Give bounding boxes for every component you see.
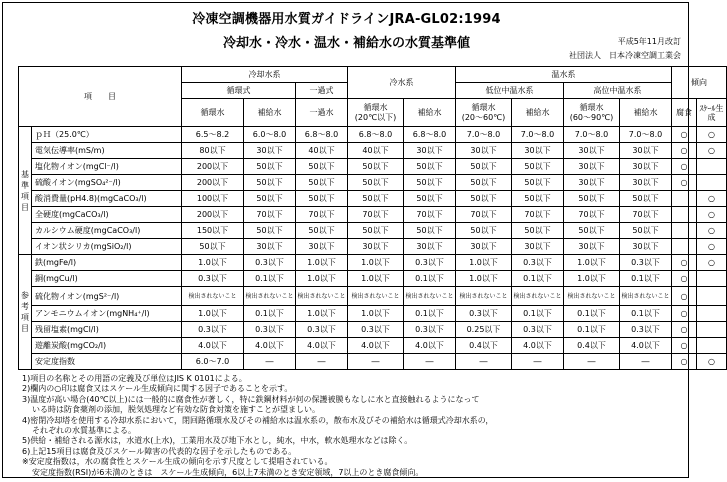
value-cell: 検出されないこと — [456, 287, 512, 306]
value-cell: 1.0以下 — [296, 255, 348, 271]
value-cell: 4.0以下 — [182, 338, 244, 354]
value-cell: 0.3以下 — [512, 322, 564, 338]
table-row — [19, 159, 727, 175]
scale-mark — [697, 322, 727, 338]
value-cell: 50以下 — [404, 191, 456, 207]
value-cell: 50以下 — [512, 191, 564, 207]
value-cell: 1.0以下 — [348, 306, 404, 322]
scale-mark: ○ — [697, 143, 727, 159]
value-cell: 1.0以下 — [456, 271, 512, 287]
value-cell: 50以下 — [456, 191, 512, 207]
value-cell: 30以下 — [512, 239, 564, 255]
value-cell: 50以下 — [296, 175, 348, 191]
value-cell: ― — [244, 354, 296, 370]
header-circulating: 循環式 — [182, 83, 296, 99]
value-cell: ― — [564, 354, 620, 370]
value-cell: 検出されないこと — [182, 287, 244, 306]
value-cell: 100以下 — [182, 191, 244, 207]
row-item-name: 酸消費量(pH4.8)(mgCaCO₃/l) — [32, 191, 182, 207]
note-3-cont: いる時は防食薬剤の添加，脱気処理など有効な防食対策を施すことが望ましい。 — [32, 405, 320, 415]
corrosion-mark: ○ — [672, 306, 697, 322]
value-cell: 検出されないこと — [296, 287, 348, 306]
header-hot-system: 温水系 — [456, 67, 672, 83]
value-cell: 0.3以下 — [404, 255, 456, 271]
scale-mark: ○ — [697, 223, 727, 239]
value-cell: 50以下 — [348, 159, 404, 175]
value-cell: 30以下 — [244, 143, 296, 159]
value-cell: 0.3以下 — [244, 255, 296, 271]
value-cell: 検出されないこと — [404, 287, 456, 306]
scale-mark — [697, 175, 727, 191]
row-item-name: 銅(mgCu/l) — [32, 271, 182, 287]
value-cell: 1.0以下 — [564, 271, 620, 287]
header-chilled-system: 冷水系 — [348, 67, 456, 99]
header-circ-water: 循環水 — [182, 99, 244, 127]
value-cell: 検出されないこと — [620, 287, 672, 306]
value-cell: 1.0以下 — [296, 271, 348, 287]
corrosion-mark: ○ — [672, 354, 697, 370]
water-quality-table — [18, 66, 727, 370]
value-cell: 1.0以下 — [182, 255, 244, 271]
value-cell: 50以下 — [404, 223, 456, 239]
value-cell: 30以下 — [564, 175, 620, 191]
corrosion-mark: ○ — [672, 287, 697, 306]
corrosion-mark — [672, 207, 697, 223]
corrosion-mark — [672, 191, 697, 207]
value-cell: 6.8～8.0 — [296, 127, 348, 143]
value-cell: 50以下 — [296, 191, 348, 207]
table-row — [19, 223, 727, 239]
value-cell: 40以下 — [296, 143, 348, 159]
value-cell: 70以下 — [456, 207, 512, 223]
value-cell: 4.0以下 — [348, 338, 404, 354]
header-low-circ: 循環水 (20～60℃) — [456, 99, 512, 127]
row-item-name: 硫酸イオン(mgSO₄²⁻/l) — [32, 175, 182, 191]
value-cell: 6.5～8.2 — [182, 127, 244, 143]
scale-mark: ○ — [697, 239, 727, 255]
scale-mark — [697, 271, 727, 287]
corrosion-mark: ○ — [672, 322, 697, 338]
value-cell: 30以下 — [244, 239, 296, 255]
value-cell: 1.0以下 — [564, 255, 620, 271]
value-cell: 0.3以下 — [182, 271, 244, 287]
corrosion-mark — [672, 239, 697, 255]
value-cell: 80以下 — [182, 143, 244, 159]
table-row — [19, 287, 727, 306]
value-cell: 50以下 — [244, 175, 296, 191]
corrosion-mark — [672, 223, 697, 239]
value-cell: 0.1以下 — [244, 271, 296, 287]
value-cell: 30以下 — [620, 159, 672, 175]
value-cell: ― — [296, 354, 348, 370]
value-cell: 0.3以下 — [404, 322, 456, 338]
value-cell: 0.1以下 — [512, 271, 564, 287]
value-cell: 40以下 — [348, 143, 404, 159]
corrosion-mark: ○ — [672, 159, 697, 175]
revision-date: 平成5年11月改訂 — [617, 37, 681, 46]
value-cell: 検出されないこと — [564, 287, 620, 306]
value-cell: 4.0以下 — [512, 338, 564, 354]
note-5: 5)供給・補給される源水は，水道水(上水)，工業用水及び地下水とし，純水，中水，軟水処理水などは除く。 — [22, 436, 413, 446]
value-cell: 30以下 — [564, 239, 620, 255]
value-cell: 50以下 — [348, 175, 404, 191]
note-4-cont: それぞれの水質基準による。 — [32, 426, 136, 436]
table-row — [19, 239, 727, 255]
note-stability: ※安定度指数は，水の腐食性とスケール生成の傾向を示す尺度として提唱されている。 — [22, 457, 333, 467]
value-cell: 30以下 — [512, 143, 564, 159]
value-cell: 50以下 — [512, 175, 564, 191]
table-row — [19, 354, 727, 370]
value-cell: 0.1以下 — [564, 322, 620, 338]
value-cell: 30以下 — [564, 143, 620, 159]
scale-mark: ○ — [697, 127, 727, 143]
table-row — [19, 191, 727, 207]
value-cell: 0.3以下 — [182, 322, 244, 338]
value-cell: 0.1以下 — [564, 306, 620, 322]
value-cell: 50以下 — [296, 223, 348, 239]
table-row — [19, 175, 727, 191]
value-cell: 1.0以下 — [348, 255, 404, 271]
corrosion-mark: ○ — [672, 127, 697, 143]
scale-mark — [697, 306, 727, 322]
value-cell: 200以下 — [182, 175, 244, 191]
value-cell: ― — [404, 354, 456, 370]
value-cell: 0.3以下 — [620, 322, 672, 338]
scale-mark: ○ — [697, 354, 727, 370]
row-item-name: カルシウム硬度(mgCaCO₃/l) — [32, 223, 182, 239]
header-tendency: 傾向 — [672, 67, 727, 99]
row-item-name: ｐＨ（25.0℃） — [32, 127, 182, 143]
value-cell: 50以下 — [404, 175, 456, 191]
scale-mark — [697, 338, 727, 354]
value-cell: 200以下 — [182, 207, 244, 223]
value-cell: 0.3以下 — [512, 255, 564, 271]
value-cell: 30以下 — [348, 239, 404, 255]
row-item-name: 遊離炭酸(mgCO₂/l) — [32, 338, 182, 354]
value-cell: 50以下 — [296, 159, 348, 175]
value-cell: 50以下 — [564, 191, 620, 207]
header-cooling-system: 冷却水系 — [182, 67, 348, 83]
corrosion-mark: ○ — [672, 271, 697, 287]
value-cell: 6.8～8.0 — [348, 127, 404, 143]
row-item-name: 鉄(mgFe/l) — [32, 255, 182, 271]
value-cell: 30以下 — [404, 143, 456, 159]
header-chilled-circ: 循環水 (20℃以下) — [348, 99, 404, 127]
value-cell: 0.4以下 — [456, 338, 512, 354]
value-cell: 200以下 — [182, 159, 244, 175]
value-cell: 30以下 — [620, 143, 672, 159]
row-item-name: イオン状シリカ(mgSiO₂/l) — [32, 239, 182, 255]
organization-name: 社団法人 日本冷凍空調工業会 — [569, 51, 681, 60]
note-2: 2)欄内の○印は腐食又はスケール生成傾向に関する因子であることを示す。 — [22, 384, 293, 394]
header-item: 項 目 — [19, 67, 182, 127]
header-low-makeup: 補給水 — [512, 99, 564, 127]
value-cell: ― — [456, 354, 512, 370]
corrosion-mark: ○ — [672, 175, 697, 191]
value-cell: 50以下 — [244, 191, 296, 207]
note-4: 4)密閉冷却塔を使用する冷却水系において，閉回路循環水及びその補給水は温水系の，散布水及びその補給水は循環式冷却水系の， — [22, 415, 494, 425]
table-row — [19, 322, 727, 338]
row-item-name: 残留塩素(mgCl/l) — [32, 322, 182, 338]
value-cell: 4.0以下 — [296, 338, 348, 354]
row-item-name: 全硬度(mgCaCO₃/l) — [32, 207, 182, 223]
value-cell: 70以下 — [564, 207, 620, 223]
value-cell: 50以下 — [456, 159, 512, 175]
value-cell: 7.0～8.0 — [456, 127, 512, 143]
value-cell: 0.3以下 — [348, 322, 404, 338]
table-row — [19, 306, 727, 322]
value-cell: 50以下 — [620, 223, 672, 239]
table-row — [19, 338, 727, 354]
value-cell: 0.3以下 — [456, 306, 512, 322]
value-cell: 30以下 — [564, 159, 620, 175]
value-cell: 30以下 — [620, 175, 672, 191]
value-cell: 70以下 — [620, 207, 672, 223]
value-cell: 50以下 — [244, 159, 296, 175]
header-once-water: 一過水 — [296, 99, 348, 127]
value-cell: ― — [348, 354, 404, 370]
category-reference: 参 考 項 目 — [19, 255, 32, 370]
value-cell: 70以下 — [348, 207, 404, 223]
scale-mark — [697, 287, 727, 306]
scale-mark: ○ — [697, 255, 727, 271]
header-high-makeup: 補給水 — [620, 99, 672, 127]
value-cell: 70以下 — [404, 207, 456, 223]
document-subtitle: 冷却水・冷水・温水・補給水の水質基準値 — [222, 36, 470, 51]
value-cell: 50以下 — [244, 223, 296, 239]
value-cell: 4.0以下 — [404, 338, 456, 354]
header-high-hot: 高位中温水系 — [564, 83, 672, 99]
header-low-hot: 低位中温水系 — [456, 83, 564, 99]
scale-mark: ○ — [697, 207, 727, 223]
table-row — [19, 127, 727, 143]
value-cell: 0.4以下 — [564, 338, 620, 354]
value-cell: 0.3以下 — [296, 322, 348, 338]
value-cell: 70以下 — [244, 207, 296, 223]
value-cell: 0.1以下 — [404, 306, 456, 322]
value-cell: 50以下 — [348, 191, 404, 207]
header-chilled-makeup: 補給水 — [404, 99, 456, 127]
category-standard: 基 準 項 目 — [19, 127, 32, 255]
note-3: 3)温度が高い場合(40℃以上)には一般的に腐食性が著しく，特に鉄鋼材料が何の保護被膜もなしに水と直接触れるようになって — [22, 394, 480, 404]
document-title: 冷凍空調機器用水質ガイドラインJRA-GL02:1994 — [192, 12, 501, 27]
value-cell: 30以下 — [456, 143, 512, 159]
row-item-name: 硫化物イオン(mgS²⁻/l) — [32, 287, 182, 306]
scale-mark: ○ — [697, 191, 727, 207]
table-row — [19, 255, 727, 271]
value-cell: 50以下 — [182, 239, 244, 255]
table-row — [19, 143, 727, 159]
value-cell: 0.1以下 — [620, 306, 672, 322]
header-once-through: 一過式 — [296, 83, 348, 99]
table-row — [19, 207, 727, 223]
header-makeup-water: 補給水 — [244, 99, 296, 127]
value-cell: 1.0以下 — [182, 306, 244, 322]
scale-mark — [697, 159, 727, 175]
row-item-name: 安定度指数 — [32, 354, 182, 370]
value-cell: 6.0～8.0 — [244, 127, 296, 143]
value-cell: 7.0～8.0 — [564, 127, 620, 143]
value-cell: 検出されないこと — [244, 287, 296, 306]
value-cell: 7.0～8.0 — [512, 127, 564, 143]
note-6: 6)上記15項目は腐食及びスケール障害の代表的な因子を示したものである。 — [22, 446, 297, 456]
corrosion-mark: ○ — [672, 338, 697, 354]
value-cell: 30以下 — [296, 239, 348, 255]
value-cell: 1.0以下 — [456, 255, 512, 271]
corrosion-mark: ○ — [672, 255, 697, 271]
value-cell: 30以下 — [620, 239, 672, 255]
note-stability-cont: 安定度指数(RSI)が6未満のときは スケール生成傾向，6以上7未満のとき安定領域，7以上のとき腐食傾向。 — [32, 467, 424, 477]
value-cell: 50以下 — [404, 159, 456, 175]
value-cell: 50以下 — [456, 223, 512, 239]
value-cell: 1.0以下 — [296, 306, 348, 322]
value-cell: 1.0以下 — [348, 271, 404, 287]
value-cell: 0.1以下 — [512, 306, 564, 322]
value-cell: 0.1以下 — [620, 271, 672, 287]
value-cell: 70以下 — [512, 207, 564, 223]
row-item-name: 塩化物イオン(mgCl⁻/l) — [32, 159, 182, 175]
row-item-name: アンモニウムイオン(mgNH₄⁺/l) — [32, 306, 182, 322]
value-cell: 70以下 — [296, 207, 348, 223]
value-cell: 50以下 — [456, 175, 512, 191]
value-cell: 30以下 — [404, 239, 456, 255]
value-cell: 30以下 — [456, 239, 512, 255]
value-cell: 4.0以下 — [244, 338, 296, 354]
value-cell: 4.0以下 — [620, 338, 672, 354]
header-high-circ: 循環水 (60～90℃) — [564, 99, 620, 127]
row-item-name: 電気伝導率(mS/m) — [32, 143, 182, 159]
note-1: 1)項目の名称とその用語の定義及び単位はJIS K 0101による。 — [22, 374, 247, 383]
value-cell: 50以下 — [348, 223, 404, 239]
table-row — [19, 271, 727, 287]
value-cell: 0.3以下 — [620, 255, 672, 271]
header-corrosion: 腐食 — [672, 99, 697, 127]
value-cell: 50以下 — [512, 223, 564, 239]
value-cell: 7.0～8.0 — [620, 127, 672, 143]
corrosion-mark: ○ — [672, 143, 697, 159]
value-cell: 検出されないこと — [512, 287, 564, 306]
footnotes — [22, 374, 682, 478]
value-cell: 50以下 — [512, 159, 564, 175]
value-cell: 50以下 — [564, 223, 620, 239]
value-cell: ― — [620, 354, 672, 370]
value-cell: 検出されないこと — [348, 287, 404, 306]
value-cell: 0.25以下 — [456, 322, 512, 338]
value-cell: 6.0～7.0 — [182, 354, 244, 370]
value-cell: 0.1以下 — [244, 306, 296, 322]
value-cell: 0.1以下 — [404, 271, 456, 287]
value-cell: 150以下 — [182, 223, 244, 239]
table-body — [19, 127, 727, 370]
value-cell: ― — [512, 354, 564, 370]
header-scale: ｽｹｰﾙ生成 — [697, 99, 727, 127]
value-cell: 50以下 — [620, 191, 672, 207]
value-cell: 6.8～8.0 — [404, 127, 456, 143]
value-cell: 0.3以下 — [244, 322, 296, 338]
